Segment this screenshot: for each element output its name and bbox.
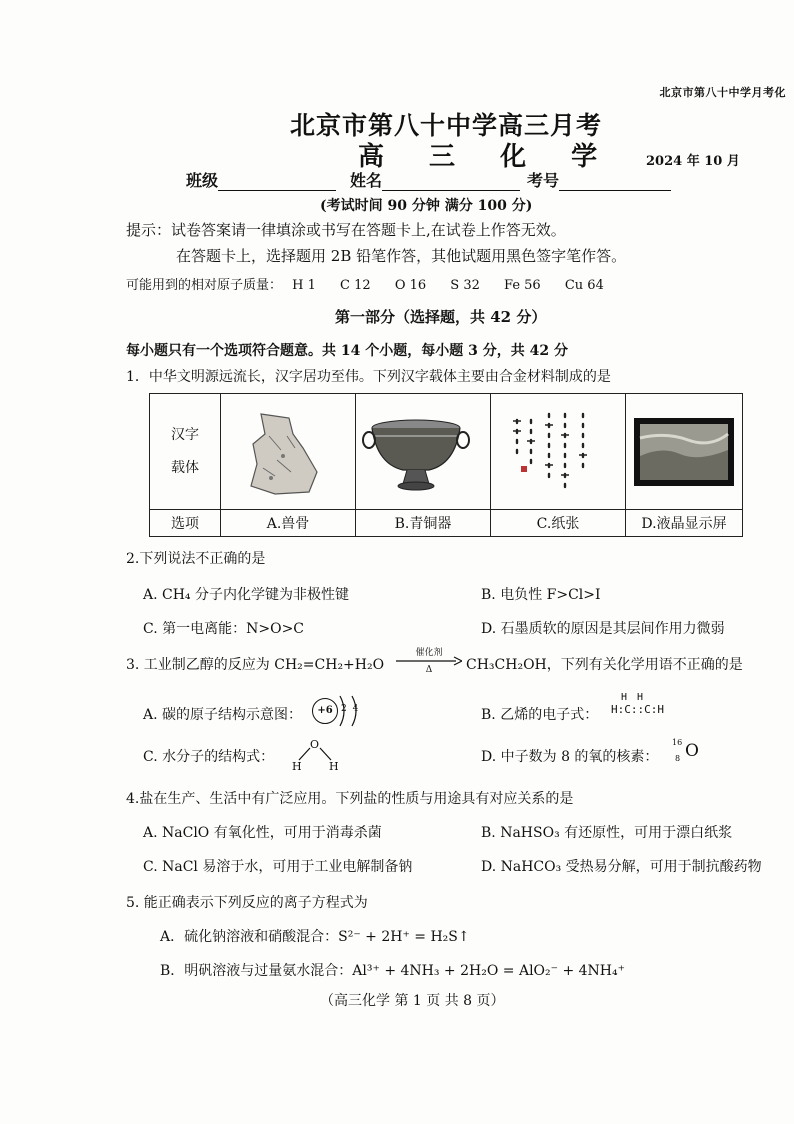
atomic-masses xyxy=(126,274,604,293)
q2-option-a: A. CH₄ 分子内化学键为非极性键 xyxy=(143,587,349,603)
q1-option-c: C.纸张 xyxy=(491,510,626,537)
q4-option-b: B. NaHSO₃ 有还原性，可用于漂白纸浆 xyxy=(481,825,733,841)
q4-stem: 4.盐在生产、生活中有广泛应用。下列盐的性质与用途具有对应关系的是 xyxy=(126,791,574,807)
number-blank xyxy=(559,175,671,191)
exam-date: 2024 年 10 月 xyxy=(646,154,740,169)
q3-option-d: D. 中子数为 8 的氧的核素： xyxy=(481,749,659,765)
atomic-mass-cu: Cu 64 xyxy=(564,278,604,293)
nuclide-mass-number: 16 xyxy=(672,738,683,747)
water-oxygen: O xyxy=(310,738,320,751)
carbon-shell-electrons: 2 4 xyxy=(341,704,359,714)
q1-image-c-cell xyxy=(491,394,626,510)
name-blank xyxy=(382,175,520,191)
atomic-label: 可能用到的相对原子质量： xyxy=(126,278,283,293)
nuclide-atomic-number: 8 xyxy=(675,754,681,763)
ethylene-electron-formula xyxy=(611,692,664,716)
q1-row-label-line2: 载体 xyxy=(171,459,199,476)
name-field xyxy=(350,168,520,191)
q4-option-d: D. NaHCO₃ 受热易分解，可用于制抗酸药物 xyxy=(481,859,762,875)
section-instructions: 每小题只有一个选项符合题意。共 14 个小题，每小题 3 分，共 42 分 xyxy=(126,343,568,359)
water-hydrogen-right: H xyxy=(329,760,339,773)
q1-option-label: 选项 xyxy=(150,510,221,537)
q3-catalyst: 催化剂 xyxy=(415,648,443,658)
number-label: 考号 xyxy=(527,171,560,190)
q1-stem: 1．中华文明源远流长，汉字居功至伟。下列汉字载体主要由合金材料制成的是 xyxy=(126,369,611,385)
number-field xyxy=(527,168,671,191)
q4-option-c: C. NaCl 易溶于水，可用于工业电解制备钠 xyxy=(143,859,413,875)
q1-row-label-line1: 汉字 xyxy=(171,427,199,444)
water-structural-formula xyxy=(289,738,341,774)
q3-option-a: A. 碳的原子结构示意图： xyxy=(143,707,303,723)
atomic-mass-s: S 32 xyxy=(450,278,480,293)
atomic-mass-o: O 16 xyxy=(394,278,427,293)
bronze-vessel-image xyxy=(356,402,476,502)
ethylene-top-h: H H xyxy=(621,692,646,703)
q4-option-a: A. NaClO 有氧化性，可用于消毒杀菌 xyxy=(143,825,382,841)
atomic-mass-c: C 12 xyxy=(340,278,371,293)
class-blank xyxy=(218,175,336,191)
q2-option-d: D. 石墨质软的原因是其层间作用力微弱 xyxy=(481,621,725,637)
class-field xyxy=(186,168,336,191)
exam-info: (考试时间 90 分钟 满分 100 分) xyxy=(320,198,533,214)
q5-option-b: B．明矾溶液与过量氨水混合：Al³⁺ + 4NH₃ + 2H₂O = AlO₂⁻ + 4NH₄⁺ xyxy=(160,963,626,979)
q1-image-a-cell xyxy=(221,394,356,510)
q1-row-label xyxy=(150,394,221,510)
ethylene-main: H:C::C:H xyxy=(611,703,664,716)
oxygen-nuclide xyxy=(672,738,702,770)
q2-option-c: C. 第一电离能：N>O>C xyxy=(143,621,305,637)
hint-line-1: 提示：试卷答案请一律填涂或书写在答题卡上,在试卷上作答无效。 xyxy=(126,221,566,239)
q3-stem-post: CH₃CH₂OH，下列有关化学用语不正确的是 xyxy=(466,657,743,673)
section-title: 第一部分（选择题，共 42 分） xyxy=(335,308,547,326)
name-label: 姓名 xyxy=(350,171,383,190)
water-hydrogen-left: H xyxy=(292,760,302,773)
q1-option-d: D.液晶显示屏 xyxy=(626,510,743,537)
atomic-mass-fe: Fe 56 xyxy=(504,278,541,293)
header-stamp: 北京市第八十中学月考化 xyxy=(659,86,786,99)
q5-option-a: A．硫化钠溶液和硝酸混合：S²⁻ + 2H⁺ = H₂S↑ xyxy=(160,929,470,945)
q2-option-b: B. 电负性 F>Cl>I xyxy=(481,587,601,603)
q5-stem: 5. 能正确表示下列反应的离子方程式为 xyxy=(126,895,368,911)
q3-option-b: B. 乙烯的电子式： xyxy=(481,707,599,723)
q1-table xyxy=(149,393,743,537)
q2-stem: 2.下列说法不正确的是 xyxy=(126,551,266,567)
carbon-atom-diagram xyxy=(312,694,372,728)
q1-option-a: A.兽骨 xyxy=(221,510,356,537)
q3-stem-pre: 3. 工业制乙醇的反应为 CH₂=CH₂+H₂O xyxy=(126,657,385,673)
class-label: 班级 xyxy=(186,171,219,190)
paper-calligraphy-image xyxy=(491,402,611,502)
q1-image-b-cell xyxy=(356,394,491,510)
atomic-mass-h: H 1 xyxy=(292,278,316,293)
lcd-screen-image xyxy=(626,402,742,502)
q3-reaction-arrow xyxy=(396,645,462,675)
q1-image-d-cell xyxy=(626,394,743,510)
carbon-nucleus: +6 xyxy=(312,698,338,724)
bone-image xyxy=(221,402,341,502)
q1-option-b: B.青铜器 xyxy=(356,510,491,537)
nuclide-symbol: O xyxy=(685,741,699,761)
hint-line-2: 在答题卡上，选择题用 2B 铅笔作答，其他试题用黑色签字笔作答。 xyxy=(176,247,627,265)
exam-title: 北京市第八十中学高三月考 xyxy=(290,111,603,140)
q3-heat: Δ xyxy=(425,665,433,675)
page-footer: （高三化学 第 1 页 共 8 页） xyxy=(320,993,505,1009)
subject-title: 高 三 化 学 xyxy=(358,142,616,172)
q3-option-c: C. 水分子的结构式： xyxy=(143,749,275,765)
